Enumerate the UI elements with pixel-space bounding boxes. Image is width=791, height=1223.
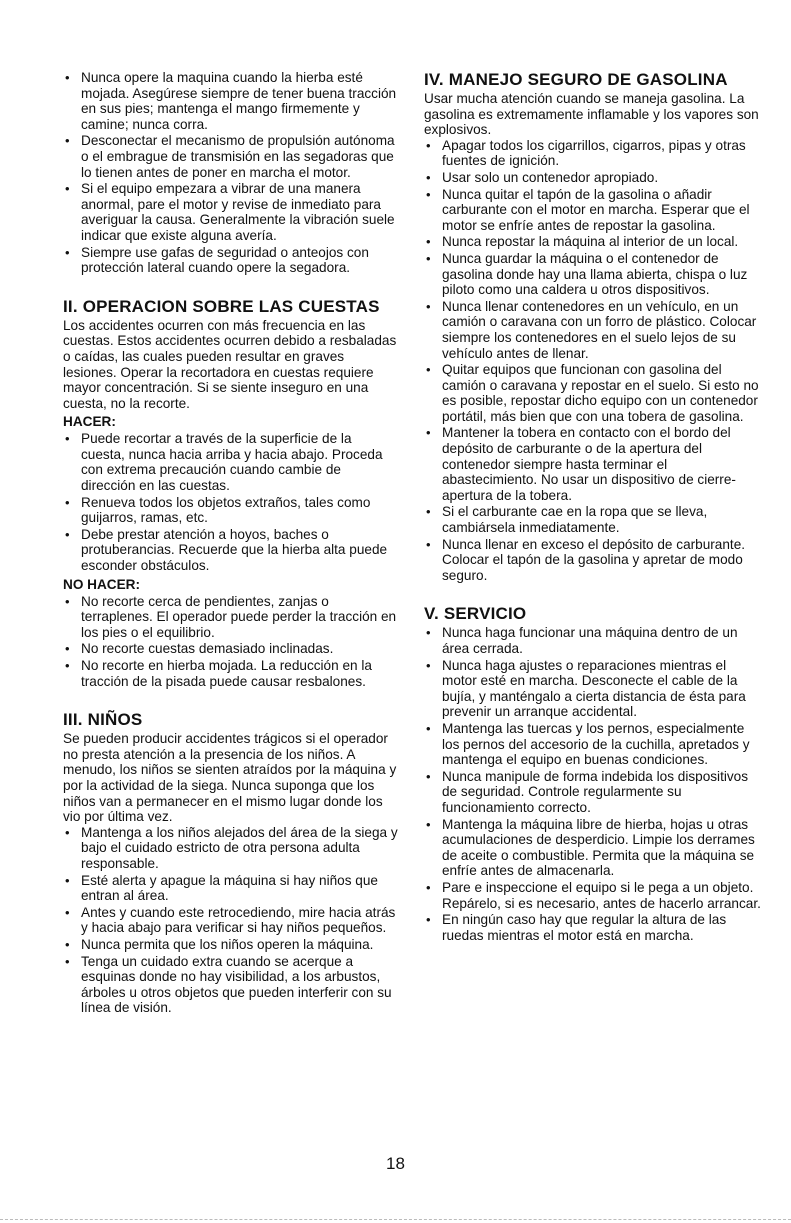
section-heading: V. SERVICIO	[424, 604, 527, 624]
list-item: • Antes y cuando este retrocediendo, mire hacia atrás y hacia abajo para verificar si hay niños pequeños.	[63, 905, 398, 936]
section-service	[424, 604, 762, 943]
fuel-list	[424, 138, 762, 584]
list-item: • Nunca haga funcionar una máquina dentro de un área cerrada.	[424, 625, 762, 656]
list-item: • No recorte cuestas demasiado inclinadas.	[63, 641, 398, 657]
page-number: 18	[386, 1154, 405, 1173]
list-item: • Nunca repostar la máquina al interior de un local.	[424, 234, 762, 250]
list-item: • Apagar todos los cigarrillos, cigarros, pipas y otras fuentes de ignición.	[424, 138, 762, 169]
list-item: • Nunca guardar la máquina o el contenedor de gasolina donde hay una llama abierta, chispa o luz piloto como una caldera u otros dispositivos.	[424, 251, 762, 298]
intro-bullet-list	[63, 70, 398, 276]
list-item: • No recorte cerca de pendientes, zanjas o terraplenes. El operador puede perder la tracción en los pies o el equilibrio.	[63, 594, 398, 641]
list-item: • Esté alerta y apague la máquina si hay niños que entran al área.	[63, 873, 398, 904]
section-slopes	[63, 297, 398, 689]
list-item: • Nunca haga ajustes o reparaciones mientras el motor esté en marcha. Desconecte el cable de la bujía, y manténgalo a cierta distancia de ésta para prevenir un arranque accidental.	[424, 658, 762, 720]
list-item: • Siempre use gafas de seguridad o anteojos con protección lateral cuando opere la segadora.	[63, 245, 398, 276]
list-item: • Mantenga a los niños alejados del área de la siega y bajo el cuidado estricto de otra persona adulta responsable.	[63, 825, 398, 872]
list-item: • Si el carburante cae en la ropa que se lleva, cambiársela inmediatamente.	[424, 504, 762, 535]
list-item: • Desconectar el mecanismo de propulsión autónoma o el embrague de transmisión en las segadoras que lo tienen antes de poner en marcha el motor.	[63, 133, 398, 180]
section-heading: II. OPERACION SOBRE LAS CUESTAS	[63, 296, 380, 316]
list-item: • Usar solo un contenedor apropiado.	[424, 170, 762, 186]
do-heading: HACER:	[63, 414, 116, 430]
section-heading: IV. MANEJO SEGURO DE GASOLINA	[424, 70, 728, 89]
list-item: • Nunca llenar contenedores en un vehículo, en un camión o caravana con un forro de plástico. Colocar siempre los contenedores en el suelo lejos de su vehículo antes de llenar.	[424, 299, 762, 361]
section-paragraph: Usar mucha atención cuando se maneja gasolina. La gasolina es extremamente inflamable y los vapores son explosivos.	[424, 91, 759, 138]
section-heading: III. NIÑOS	[63, 710, 143, 730]
section-fuel	[424, 70, 762, 583]
do-list	[63, 431, 398, 573]
service-list	[424, 625, 762, 943]
section-paragraph: Los accidentes ocurren con más frecuencia en las cuestas. Estos accidentes ocurren debido a resbaladas o caídas, las cuales pueden resultar en graves lesiones. Operar la recortadora en cuestas requiere mayor concentración. Si se siente inseguro en una cuesta, no la recorte.	[63, 317, 397, 411]
list-item: • Puede recortar a través de la superficie de la cuesta, nunca hacia arriba y hacia abajo. Proceda con extrema precaución cuando cambie de dirección en las cuestas.	[63, 431, 398, 493]
list-item: • Mantenga las tuercas y los pernos, especialmente los pernos del accesorio de la cuchilla, apretados y mantenga el equipo en buenas condiciones.	[424, 721, 762, 768]
list-item: • Renueva todos los objetos extraños, tales como guijarros, ramas, etc.	[63, 495, 398, 526]
list-item: • Tenga un cuidado extra cuando se acerque a esquinas donde no hay visibilidad, a los arbustos, árboles u otros objetos que pueden interferir con su línea de visión.	[63, 954, 398, 1016]
list-item: • Nunca llenar en exceso el depósito de carburante. Colocar el tapón de la gasolina y apretar de modo seguro.	[424, 537, 762, 584]
dont-list	[63, 594, 398, 690]
list-item: • Nunca opere la maquina cuando la hierba esté mojada. Asegúrese siempre de tener buena tracción en sus pies; mantenga el mango firmemente y camine; nunca corra.	[63, 70, 398, 132]
list-item: • Mantenga la máquina libre de hierba, hojas u otras acumulaciones de desperdicio. Limpie los derrames de aceite o combustible. Permita que la máquina se enfríe antes de almacenarla.	[424, 817, 762, 879]
page-edge-rule	[0, 1219, 791, 1221]
list-item: • Debe prestar atención a hoyos, baches o protuberancias. Recuerde que la hierba alta puede esconder obstáculos.	[63, 527, 398, 574]
dont-heading: NO HACER:	[63, 576, 141, 592]
list-item: • Quitar equipos que funcionan con gasolina del camión o caravana y repostar en el suelo. Si esto no es posible, repostar dicho equipo con un contenedor portátil, más bien que con una tobera de gasolina.	[424, 362, 762, 424]
right-column	[424, 70, 762, 944]
list-item: • Si el equipo empezara a vibrar de una manera anormal, pare el motor y revise de inmediato para averiguar la causa. Generalmente la vibración suele indicar que existe alguna avería.	[63, 181, 398, 243]
list-item: • Nunca permita que los niños operen la máquina.	[63, 937, 398, 953]
section-children	[63, 710, 398, 1016]
list-item: • No recorte en hierba mojada. La reducción en la tracción de la pisada puede causar resbalones.	[63, 658, 398, 689]
list-item: • Nunca quitar el tapón de la gasolina o añadir carburante con el motor en marcha. Esperar que el motor se enfríe antes de repostar la gasolina.	[424, 187, 762, 234]
left-column	[63, 70, 398, 1017]
list-item: • En ningún caso hay que regular la altura de las ruedas mientras el motor está en marcha.	[424, 912, 762, 943]
section-paragraph: Se pueden producir accidentes trágicos si el operador no presta atención a la presencia de los niños. A menudo, los niños se sienten atraídos por la máquina y por la actividad de la siega. Nunca suponga que los niños van a permanecer en el mismo lugar donde los vio por última vez.	[63, 731, 397, 825]
children-list	[63, 825, 398, 1016]
list-item: • Nunca manipule de forma indebida los dispositivos de seguridad. Controle regularmente su funcionamiento correcto.	[424, 769, 762, 816]
list-item: • Mantener la tobera en contacto con el bordo del depósito de carburante o de la apertura del contenedor siempre hasta terminar el abastecimiento. No usar un dispositivo de cierre-apertura de la tobera.	[424, 425, 762, 503]
list-item: • Pare e inspeccione el equipo si le pega a un objeto. Repárelo, si es necesario, antes de hacerlo arrancar.	[424, 880, 762, 911]
